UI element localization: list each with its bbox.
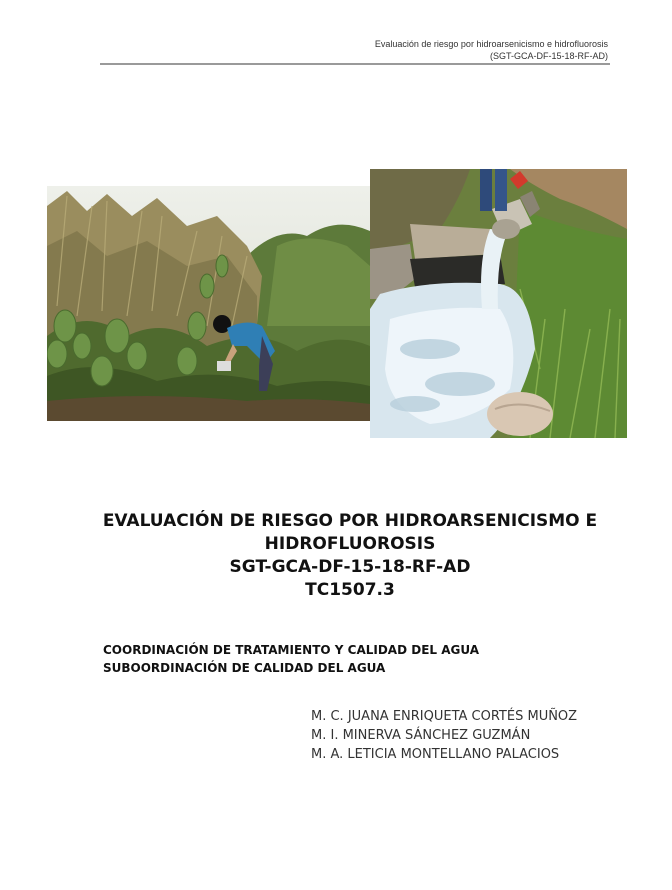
title-line-1: EVALUACIÓN DE RIESGO POR HIDROARSENICISMO E <box>102 511 598 531</box>
header-code: (SGT-GCA-DF-15-18-RF-AD) <box>489 51 608 61</box>
author-3: M. A. LETICIA MONTELLANO PALACIOS <box>311 747 560 762</box>
photo-water-pipe-outflow <box>370 169 627 438</box>
header-rule <box>100 63 610 65</box>
title-code: SGT-GCA-DF-15-18-RF-AD <box>229 557 471 577</box>
coordination-name: COORDINACIÓN DE TRATAMIENTO Y CALIDAD DEL AGUA <box>103 643 480 657</box>
author-1: M. C. JUANA ENRIQUETA CORTÉS MUÑOZ <box>311 709 578 724</box>
subcoordination-name: SUBOORDINACIÓN DE CALIDAD DEL AGUA <box>103 661 386 675</box>
document-title <box>60 510 640 602</box>
photo-field-sampling <box>47 186 370 421</box>
coordination-block <box>103 641 623 677</box>
running-header <box>100 38 608 62</box>
authors-list <box>311 707 641 764</box>
title-project-number: TC1507.3 <box>305 580 395 600</box>
header-title: Evaluación de riesgo por hidroarsenicismo e hidrofluorosis <box>374 39 608 49</box>
author-2: M. I. MINERVA SÁNCHEZ GUZMÁN <box>311 728 531 743</box>
title-line-2: HIDROFLUOROSIS <box>264 534 436 554</box>
